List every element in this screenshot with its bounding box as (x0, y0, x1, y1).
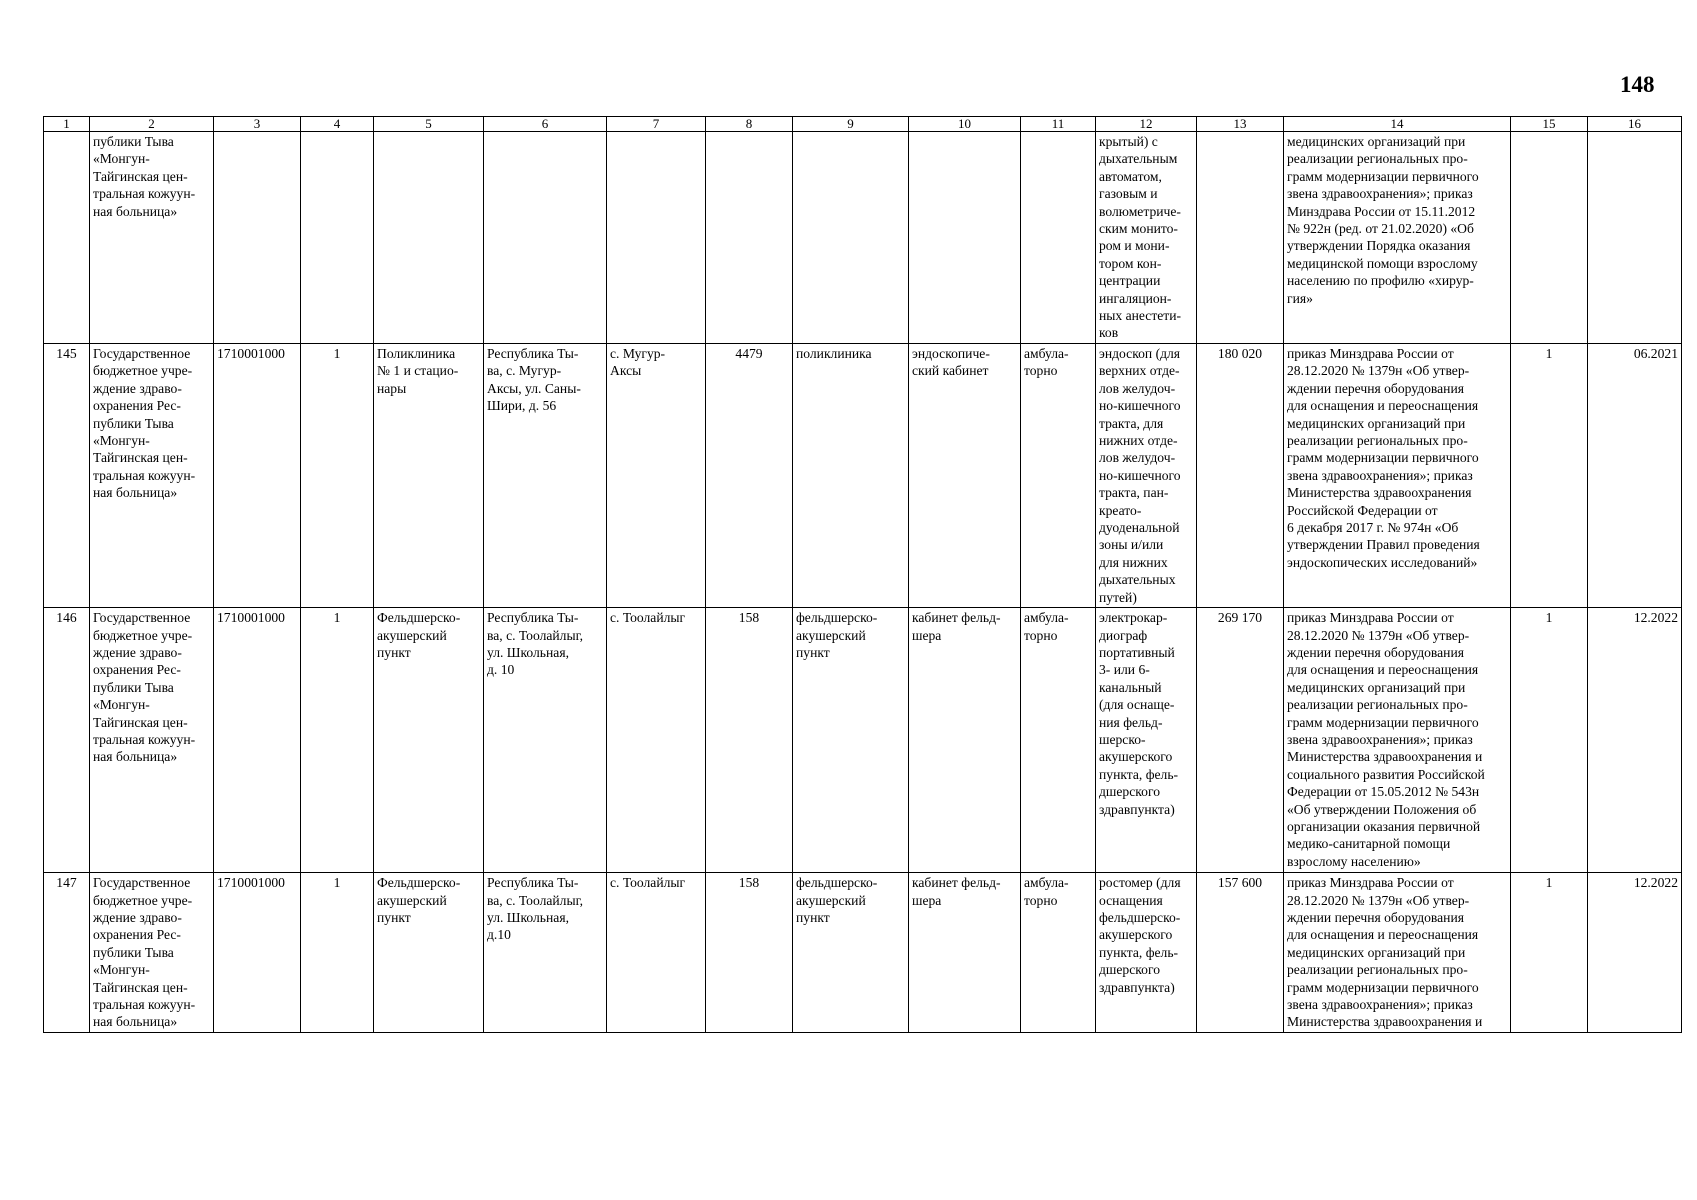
quantity-cell: 1 (1511, 873, 1588, 1033)
population-cell: 4479 (706, 344, 793, 608)
column-header: 16 (1588, 117, 1682, 132)
column-header: 11 (1021, 117, 1096, 132)
equipment-cell: электрокар- диограф портативный 3- или 6- канальный (для оснаще- ния фельд- шерско- акушерского пункта, фель- дшерского здравпункта) (1096, 608, 1197, 873)
care-form-cell: амбула- торно (1021, 608, 1096, 873)
population-cell: 158 (706, 873, 793, 1033)
quantity-cell (1511, 132, 1588, 344)
date-cell: 06.2021 (1588, 344, 1682, 608)
unit-cell: кабинет фельд- шера (909, 608, 1021, 873)
table-row (44, 873, 1682, 1033)
column-4-cell (301, 132, 374, 344)
column-4-cell: 1 (301, 344, 374, 608)
column-header: 4 (301, 117, 374, 132)
legal-basis-cell: медицинских организаций при реализации региональных про- грамм модернизации первичного звена здравоохранения»; приказ Минздрава России от 15.11.2012 № 922н (ред. от 21.02.2020) «Об утверждении Порядка оказания медицинской помощи взрослому населению по профилю «хирур- гия» (1284, 132, 1511, 344)
facility-type-cell: фельдшерско- акушерский пункт (793, 608, 909, 873)
code-cell: 1710001000 (214, 608, 301, 873)
equipment-cell: крытый) с дыхательным автоматом, газовым и волюметриче- ским монито- ром и мони- тором кон- центрации ингаляцион- ных анестети- ков (1096, 132, 1197, 344)
date-cell: 12.2022 (1588, 608, 1682, 873)
page-number: 148 (1620, 72, 1655, 97)
address-cell: Республика Ты- ва, с. Тоолайлыг, ул. Школьная, д. 10 (484, 608, 607, 873)
column-header: 13 (1197, 117, 1284, 132)
column-header: 8 (706, 117, 793, 132)
object-cell: Фельдшерско- акушерский пункт (374, 608, 484, 873)
code-cell: 1710001000 (214, 344, 301, 608)
organization-cell: публики Тыва «Монгун- Тайгинская цен- тральная кожуун- ная больница» (90, 132, 214, 344)
object-cell (374, 132, 484, 344)
organization-cell: Государственное бюджетное учре- ждение здраво- охранения Рес- публики Тыва «Монгун- Тайгинская цен- тральная кожуун- ная больница» (90, 608, 214, 873)
organization-cell: Государственное бюджетное учре- ждение здраво- охранения Рес- публики Тыва «Монгун- Тайгинская цен- тральная кожуун- ная больница» (90, 344, 214, 608)
unit-cell: эндоскопиче- ский кабинет (909, 344, 1021, 608)
cost-cell (1197, 132, 1284, 344)
date-cell (1588, 132, 1682, 344)
locality-cell: с. Тоолайлыг (607, 873, 706, 1033)
locality-cell: с. Тоолайлыг (607, 608, 706, 873)
column-header: 5 (374, 117, 484, 132)
table-row-continuation (44, 132, 1682, 344)
row-number: 147 (44, 873, 90, 1033)
equipment-cell: эндоскоп (для верхних отде- лов желудоч- но-кишечного тракта, для нижних отде- лов желудоч- но-кишечного тракта, пан- креато- дуоденальной зоны и/или для нижних дыхательных путей) (1096, 344, 1197, 608)
column-header: 6 (484, 117, 607, 132)
locality-cell (607, 132, 706, 344)
population-cell: 158 (706, 608, 793, 873)
address-cell: Республика Ты- ва, с. Мугур- Аксы, ул. Саны- Шири, д. 56 (484, 344, 607, 608)
address-cell (484, 132, 607, 344)
column-4-cell: 1 (301, 873, 374, 1033)
column-number-row (44, 117, 1682, 132)
equipment-cell: ростомер (для оснащения фельдшерско- акушерского пункта, фель- дшерского здравпункта) (1096, 873, 1197, 1033)
column-header: 12 (1096, 117, 1197, 132)
column-header: 9 (793, 117, 909, 132)
column-header: 15 (1511, 117, 1588, 132)
column-header: 1 (44, 117, 90, 132)
quantity-cell: 1 (1511, 344, 1588, 608)
legal-basis-cell: приказ Минздрава России от 28.12.2020 № 1379н «Об утвер- ждении перечня оборудования для оснащения и переоснащения медицинских организаций при реализации региональных про- грамм модернизации первичного звена здравоохранения»; приказ Министерства здравоохранения и (1284, 873, 1511, 1033)
care-form-cell: амбула- торно (1021, 344, 1096, 608)
cost-cell: 180 020 (1197, 344, 1284, 608)
facility-type-cell (793, 132, 909, 344)
object-cell: Поликлиника № 1 и стацио- нары (374, 344, 484, 608)
table-row (44, 608, 1682, 873)
column-header: 10 (909, 117, 1021, 132)
table-row (44, 344, 1682, 608)
equipment-register-table (43, 116, 1682, 1033)
population-cell (706, 132, 793, 344)
facility-type-cell: поликлиника (793, 344, 909, 608)
column-header: 2 (90, 117, 214, 132)
row-number (44, 132, 90, 344)
row-number: 146 (44, 608, 90, 873)
column-header: 14 (1284, 117, 1511, 132)
locality-cell: с. Мугур- Аксы (607, 344, 706, 608)
row-number: 145 (44, 344, 90, 608)
quantity-cell: 1 (1511, 608, 1588, 873)
care-form-cell: амбула- торно (1021, 873, 1096, 1033)
legal-basis-cell: приказ Минздрава России от 28.12.2020 № 1379н «Об утвер- ждении перечня оборудования для оснащения и переоснащения медицинских организаций при реализации региональных про- грамм модернизации первичного звена здравоохранения»; приказ Министерства здравоохранения и социального развития Российской Федерации от 15.05.2012 № 543н «Об утверждении Положения об организации оказания первичной медико-санитарной помощи взрослому населению» (1284, 608, 1511, 873)
column-header: 7 (607, 117, 706, 132)
organization-cell: Государственное бюджетное учре- ждение здраво- охранения Рес- публики Тыва «Монгун- Тайгинская цен- тральная кожуун- ная больница» (90, 873, 214, 1033)
legal-basis-cell: приказ Минздрава России от 28.12.2020 № 1379н «Об утвер- ждении перечня оборудования для оснащения и переоснащения медицинских организаций при реализации региональных про- грамм модернизации первичного звена здравоохранения»; приказ Министерства здравоохранения Российской Федерации от 6 декабря 2017 г. № 974н «Об утверждении Правил проведения эндоскопических исследований» (1284, 344, 1511, 608)
address-cell: Республика Ты- ва, с. Тоолайлыг, ул. Школьная, д.10 (484, 873, 607, 1033)
object-cell: Фельдшерско- акушерский пункт (374, 873, 484, 1033)
unit-cell (909, 132, 1021, 344)
column-header: 3 (214, 117, 301, 132)
care-form-cell (1021, 132, 1096, 344)
unit-cell: кабинет фельд- шера (909, 873, 1021, 1033)
date-cell: 12.2022 (1588, 873, 1682, 1033)
code-cell: 1710001000 (214, 873, 301, 1033)
code-cell (214, 132, 301, 344)
cost-cell: 269 170 (1197, 608, 1284, 873)
cost-cell: 157 600 (1197, 873, 1284, 1033)
column-4-cell: 1 (301, 608, 374, 873)
facility-type-cell: фельдшерско- акушерский пункт (793, 873, 909, 1033)
